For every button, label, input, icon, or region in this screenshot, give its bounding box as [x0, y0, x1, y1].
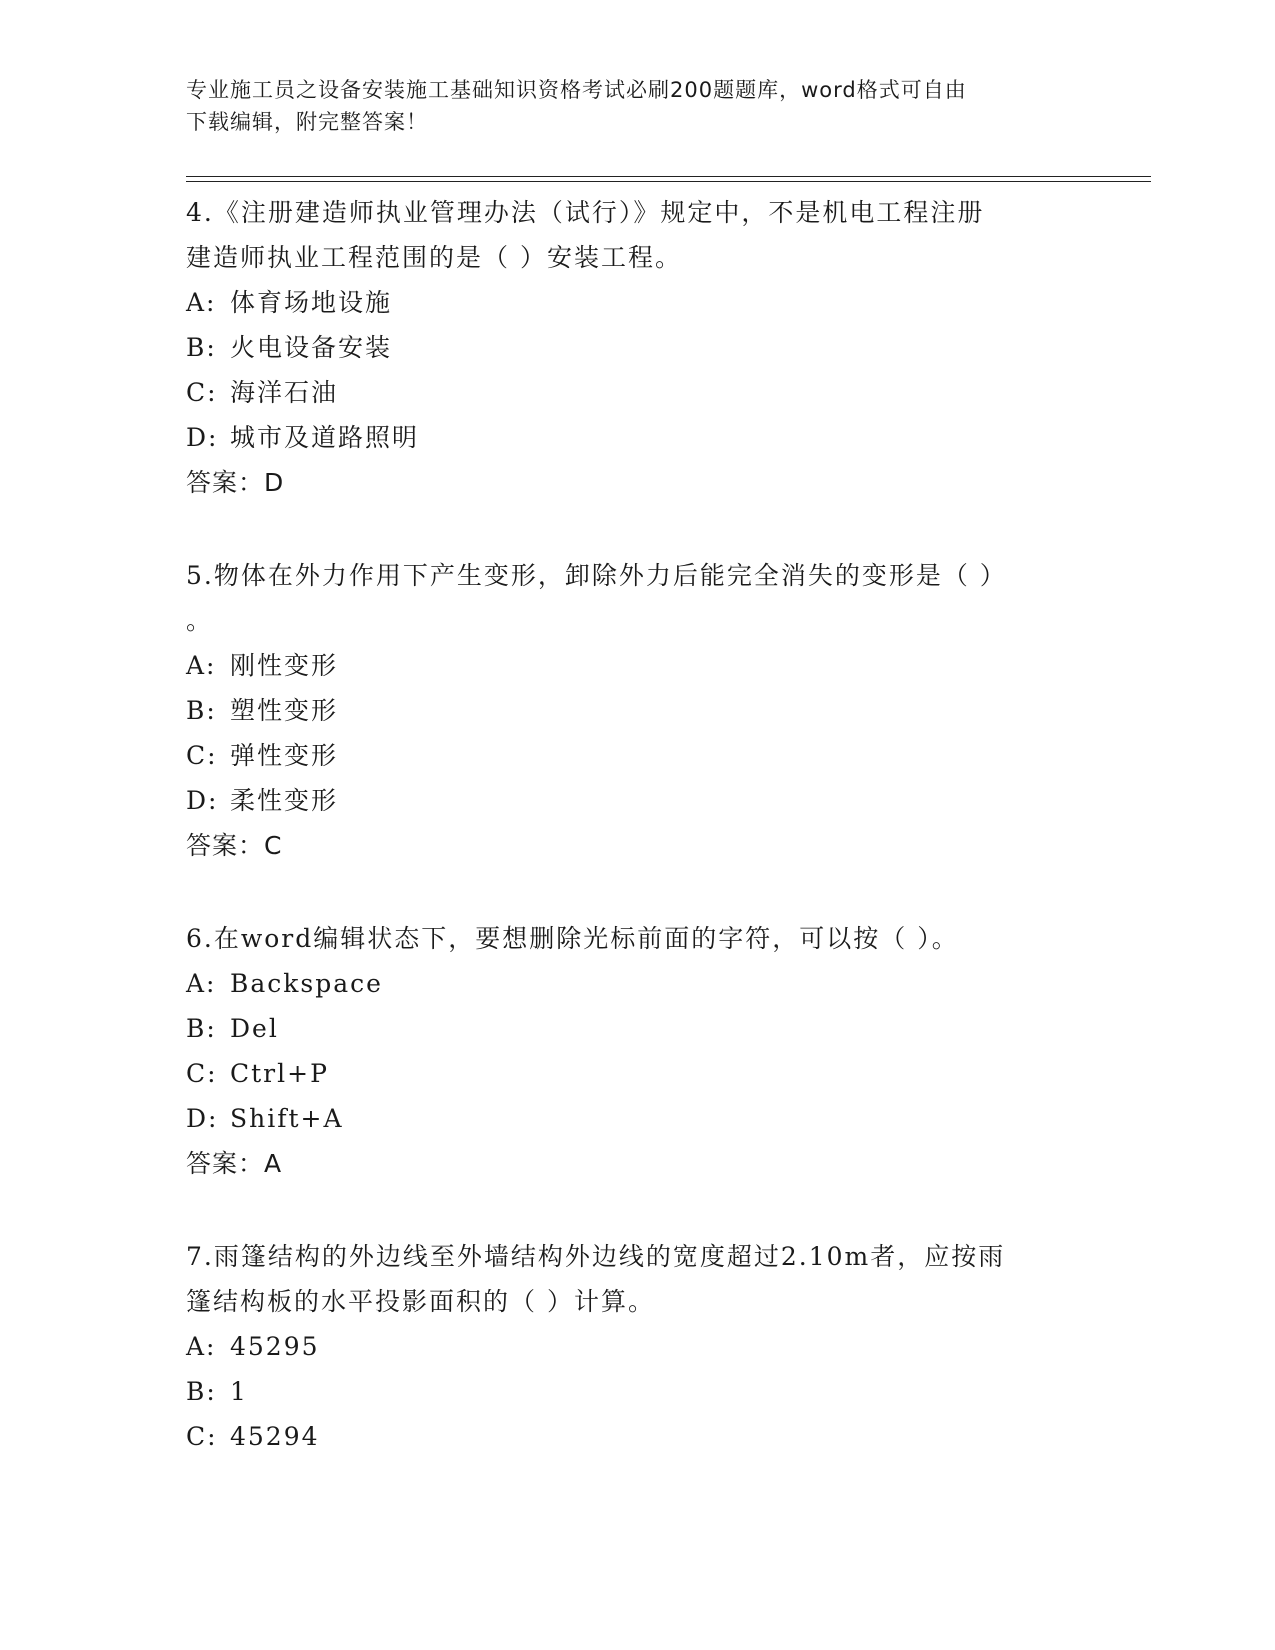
- option-letter: B:: [186, 1014, 217, 1043]
- option-text: 城市及道路照明: [230, 423, 420, 452]
- answer-line: 答案：D: [186, 468, 285, 497]
- option-letter: D:: [186, 1104, 219, 1133]
- option-a: [186, 280, 1066, 325]
- question-stem-line: 7.雨篷结构的外边线至外墙结构外边线的宽度超过2.10m者，应按雨: [186, 1242, 1006, 1271]
- option-c: [186, 733, 1066, 778]
- option-letter: A:: [186, 969, 217, 998]
- option-letter: C:: [186, 1059, 218, 1088]
- option-letter: C:: [186, 741, 218, 770]
- question-stem-line: 篷结构板的水平投影面积的（ ）计算。: [186, 1287, 655, 1316]
- option-d: [186, 1096, 1066, 1141]
- header-title-line-1: 专业施工员之设备安装施工基础知识资格考试必刷200题题库，word格式可自由: [186, 78, 967, 102]
- option-text: 45294: [230, 1422, 320, 1451]
- question-stem-line: 建造师执业工程范围的是（ ）安装工程。: [186, 243, 682, 272]
- answer-line: 答案：A: [186, 1149, 283, 1178]
- option-letter: B:: [186, 333, 217, 362]
- option-b: [186, 1006, 1066, 1051]
- option-c: [186, 1051, 1066, 1096]
- option-text: Backspace: [230, 969, 383, 998]
- option-a: [186, 961, 1066, 1006]
- option-text: 塑性变形: [230, 696, 339, 725]
- header-title-line-2: 下载编辑，附完整答案！: [186, 110, 428, 134]
- option-d: [186, 778, 1066, 823]
- option-letter: B:: [186, 696, 217, 725]
- option-text: 体育场地设施: [230, 288, 393, 317]
- option-c: [186, 370, 1066, 415]
- option-text: 柔性变形: [230, 786, 339, 815]
- option-letter: A:: [186, 1332, 217, 1361]
- question-7: [186, 1234, 1066, 1459]
- option-text: 弹性变形: [230, 741, 339, 770]
- question-stem-line: 5.物体在外力作用下产生变形，卸除外力后能完全消失的变形是（ ）: [186, 561, 1007, 590]
- question-6: [186, 916, 1066, 1186]
- option-d: [186, 415, 1066, 460]
- answer-line: 答案：C: [186, 831, 283, 860]
- option-a: [186, 1324, 1066, 1369]
- option-text: 火电设备安装: [230, 333, 393, 362]
- option-text: Del: [230, 1014, 279, 1043]
- question-stem-line: 。: [186, 606, 214, 635]
- option-b: [186, 688, 1066, 733]
- option-letter: D:: [186, 423, 219, 452]
- option-text: Shift+A: [230, 1104, 344, 1133]
- option-letter: C:: [186, 378, 218, 407]
- option-text: 刚性变形: [230, 651, 339, 680]
- option-letter: B:: [186, 1377, 217, 1406]
- option-letter: C:: [186, 1422, 218, 1451]
- question-stem-line: 6.在word编辑状态下，要想删除光标前面的字符，可以按（ ）。: [186, 924, 959, 953]
- option-text: Ctrl+P: [230, 1059, 329, 1088]
- document-header: [186, 74, 1066, 138]
- option-c: [186, 1414, 1066, 1459]
- option-text: 45295: [230, 1332, 320, 1361]
- option-b: [186, 325, 1066, 370]
- option-letter: D:: [186, 786, 219, 815]
- question-list: [186, 190, 1066, 1507]
- option-a: [186, 643, 1066, 688]
- option-letter: A:: [186, 651, 217, 680]
- question-stem-line: 4.《注册建造师执业管理办法（试行）》规定中，不是机电工程注册: [186, 198, 985, 227]
- option-text: 海洋石油: [230, 378, 339, 407]
- question-5: [186, 553, 1066, 868]
- question-4: [186, 190, 1066, 505]
- header-double-rule: [186, 176, 1151, 182]
- option-text: 1: [230, 1377, 248, 1406]
- option-letter: A:: [186, 288, 217, 317]
- option-b: [186, 1369, 1066, 1414]
